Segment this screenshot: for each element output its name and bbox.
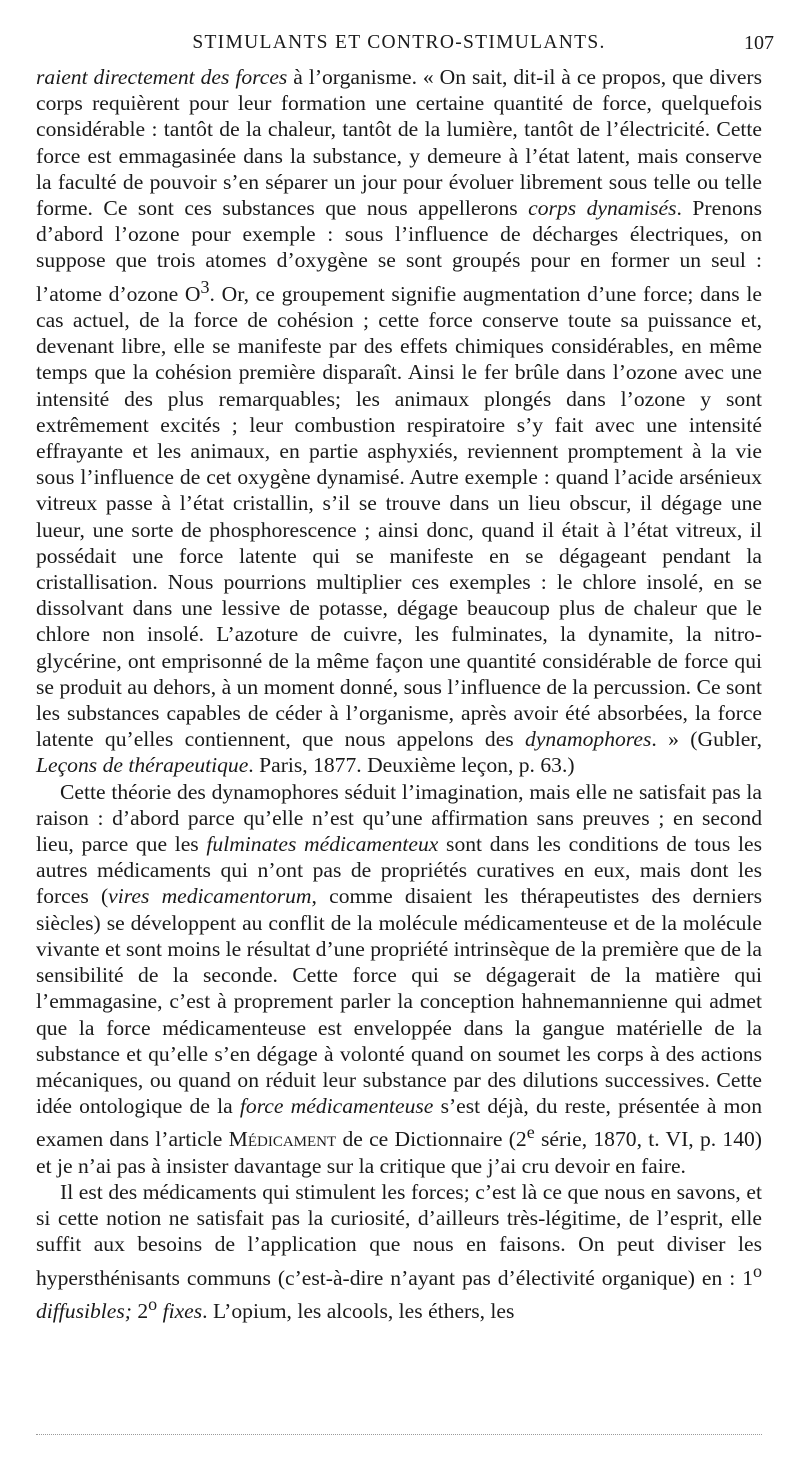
paragraph-text: s’est déjà, du reste, présentée à mon examen dans l’article <box>36 1094 763 1152</box>
paragraph-text: Il est des médicaments qui stimulent les forces; c’est là ce que nous en savons, et si cette notion ne satisfait pas la curiosité, d’ailleurs très-légitime, de l’esprit, elle suffit aux besoins de l’application que nous en faisons. On peut diviser les hypersthénisants communs (c’est-à-dire n’ayant pas d’électivité organique) en : 1 <box>36 1179 762 1290</box>
paragraph-text: . Or, ce groupement signifie augmentation d’une force; dans le cas actuel, de la force de cohésion ; cette force conserve toute sa puissance et, devenant libre, elle se manifeste par des effets chimiques considérables, en même temps que la cohésion première disparaît. Ainsi le fer brûle dans l’ozone avec une intensité des plus remarquables; les animaux plongés dans l’ozone y sont extrêmement excités ; leur combustion respiratoire s’y fait avec une intensité effrayante et les animaux, en partie asphyxiés, reviennent promptement à la vie sous l’influence de cet oxygène dynamisé. Autre exemple : quand l’acide arsénieux vitreux passe à l’état cristallin, s’il se trouve dans un lieu obscur, il dégage une lueur, une sorte de phosphorescence ; ainsi donc, quand il était à l’état vitreux, il possédait une force latente qui se manifeste en se dégageant pendant la cristallisation. Nous pourrions multiplier ces exemples : le chlore insolé, en se dissolvant dans une lessive de potasse, dégage beaucoup plus de chaleur que le chlore non insolé. L’azoture de cuivre, les fulminates, la dynamite, la nitro-glycérine, ont emprisonné de la même façon une quantité considérable de force qui se produit au dehors, à un moment donné, sous l’influence de la percussion. Ce sont les substances capables de céder à l’organisme, après avoir été absorbées, la force latente qu’elles contiennent, que nous appelons des <box>36 281 762 752</box>
running-head: STIMULANTS ET CONTRO-STIMULANTS. <box>192 32 606 53</box>
page-header <box>36 30 774 60</box>
paragraph-text: sont dans les conditions de tous les autres médicaments qui n’ont pas de propriétés curatives en eux, mais dont les forces ( <box>36 832 762 909</box>
superscript: o <box>148 1293 158 1314</box>
paragraph-dynamophores-critique <box>36 779 762 1179</box>
emphasis-text: diffusibles; <box>36 1299 138 1324</box>
paragraph-gubler-quote <box>36 64 762 779</box>
article-reference: Médicament <box>228 1127 337 1152</box>
bottom-bleedthrough-line <box>36 1434 762 1435</box>
superscript: 3 <box>200 276 210 297</box>
paragraph-text: de ce Dictionnaire (2 <box>336 1127 527 1152</box>
emphasis-text: dynamophores <box>525 727 652 752</box>
paragraph-text: , comme disaient les thérapeutistes des derniers siècles) se développent au conflit de la molécule médicamenteuse et de la molécule vivante et sont moins le résultat d’une propriété intrinsèque de la première que de la sensibilité de la seconde. Cette force qui se dégagerait de la matière qui l’emmagasine, c’est à proprement parler la conception hahnemannienne qui admet que la force médicamenteuse est enveloppée dans la gangue matérielle de la substance et qu’elle s’en dégage à volonté quand on soumet les corps à des actions mécaniques, ou quand on réduit leur substance par des dilutions successives. Cette idée ontologique de la <box>36 884 762 1119</box>
paragraph-text: Cette théorie des dynamophores séduit l’imagination, mais elle ne satisfait pas la raison : d’abord parce qu’elle n’est qu’une affirmation sans preuves ; en second lieu, parce que les <box>36 779 762 857</box>
paragraph-text: . » (Gubler, <box>651 727 762 752</box>
paragraph-text: . Paris, 1877. Deuxième leçon, p. 63.) <box>248 753 575 778</box>
page-number: 107 <box>744 32 774 54</box>
paragraph-text: série, 1870, t. VI, p. 140) et je n’ai pas à insister davantage sur la critique que j’ai cru devoir en faire. <box>36 1127 762 1178</box>
emphasis-text: fulminates médicamenteux <box>206 832 439 857</box>
paragraph-text: 2 <box>137 1299 149 1324</box>
emphasis-text: fixes <box>162 1299 203 1324</box>
emphasis-text: raient directement des forces <box>36 65 288 89</box>
superscript: o <box>753 1260 762 1281</box>
emphasis-text: vires medicamentorum <box>108 884 312 909</box>
paragraph-hypersthenisants <box>36 1179 762 1324</box>
emphasis-text: corps dynamisés <box>528 196 677 221</box>
paragraph-text: à l’organisme. « On sait, dit-il à ce propos, que divers corps requièrent pour leur formation une certaine quantité de force, quelquefois considérable : tantôt de la chaleur, tantôt de la lumière, tantôt de l’électricité. Cette force est emmagasinée dans la substance, y demeure à l’état latent, mais conserve la faculté de pouvoir s’en séparer un jour pour évoluer librement sous telle ou telle forme. Ce sont ces substances que nous appellerons <box>36 65 762 221</box>
superscript: e <box>526 1122 535 1143</box>
paragraph-text: . Prenons d’abord l’ozone pour exemple : sous l’influence de décharges électriques, on suppose que trois atomes d’oxygène se sont groupés pour en former un seul : l’atome d’ozone O <box>36 196 762 306</box>
paragraph-text: . L’opium, les alcools, les éthers, les <box>202 1299 515 1324</box>
emphasis-text: force médicamenteuse <box>239 1094 434 1119</box>
book-title: Leçons de thérapeutique <box>36 753 249 778</box>
page-body <box>36 64 762 1324</box>
